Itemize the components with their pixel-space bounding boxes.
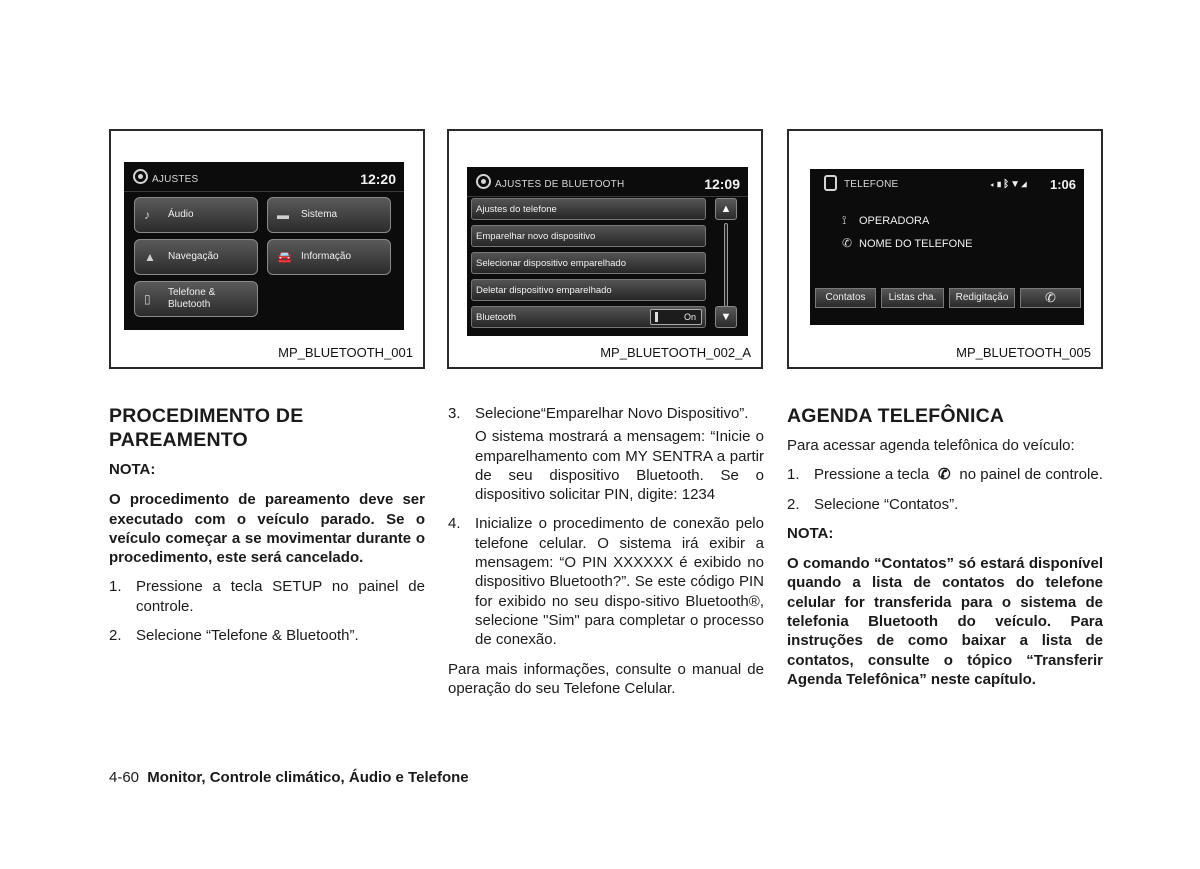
page-footer: [109, 769, 469, 786]
figure-caption: MP_BLUETOOTH_002_A: [600, 345, 751, 360]
list-item: [109, 626, 425, 645]
softkey-label: Redigitação: [955, 292, 1009, 303]
menu-row-ajustes-telefone[interactable]: [471, 198, 706, 220]
menu-row-selecionar[interactable]: [471, 252, 706, 274]
handset-icon: ✆: [842, 236, 853, 250]
note-text: O procedimento de pareamento deve ser executado com o veículo parado. Se o veículo começar a se movimentar durante o procedimento, este será cancelado.: [109, 491, 425, 567]
gear-icon: [476, 174, 491, 189]
row-label: Deletar dispositivo emparelhado: [476, 285, 612, 296]
screen-header: [124, 162, 404, 192]
toggle-indicator: [655, 312, 658, 322]
menu-row-bluetooth[interactable]: [471, 306, 706, 328]
signal-status-icon: ◂▮ᛒ▼◢: [989, 179, 1028, 190]
contatos-button[interactable]: [815, 288, 876, 308]
antenna-icon: ⟟: [842, 213, 847, 227]
paragraph: Para mais informações, consulte o manual de operação do seu Telefone Celular.: [448, 660, 764, 697]
handset-icon: ✆: [1045, 290, 1056, 305]
screen-title: AJUSTES: [152, 174, 199, 185]
section-heading: AGENDA TELEFÔNICA: [787, 405, 1005, 427]
ajustes-screen: [124, 162, 404, 330]
listas-chamadas-button[interactable]: [881, 288, 944, 308]
phone-name: NOME DO TELEFONE: [859, 238, 973, 250]
screen-title: AJUSTES DE BLUETOOTH: [495, 179, 625, 190]
navegacao-button[interactable]: [134, 239, 258, 275]
audio-label: Áudio: [168, 209, 194, 220]
softkey-label: Listas cha.: [888, 292, 937, 303]
figure-caption: MP_BLUETOOTH_005: [956, 345, 1091, 360]
item-text: Pressione a tecla SETUP no painel de controle.: [136, 578, 425, 615]
phone-key-icon: ✆: [937, 466, 951, 484]
item-text: [814, 465, 1103, 484]
telefone-bluetooth-label: [168, 287, 215, 311]
heading-line2: PAREAMENTO: [109, 429, 248, 451]
bluetooth-toggle[interactable]: [650, 309, 702, 325]
operator-line: [842, 213, 929, 228]
figure-ajustes-bluetooth: [447, 129, 763, 369]
operator-name: OPERADORA: [859, 215, 930, 227]
item-subtext: O sistema mostrará a mensagem: “Inicie o emparelhamento com MY SENTRA a partir de seu dispositivo Bluetooth. Se o dispositivo solicitar PIN, digite: 1234: [475, 428, 764, 504]
item-number: 3.: [448, 405, 461, 422]
row-label: Bluetooth: [476, 312, 517, 323]
phone-name-line: [842, 236, 972, 250]
informacao-button[interactable]: [267, 239, 391, 275]
clock: 12:09: [704, 176, 740, 192]
clock: 12:20: [360, 171, 396, 187]
list-item: [448, 514, 764, 649]
item-number: 2.: [109, 627, 122, 645]
telefone-label-line2: Bluetooth: [168, 299, 211, 310]
list-item: [448, 404, 764, 423]
sistema-label: Sistema: [301, 209, 338, 220]
telefone-screen: [810, 169, 1084, 325]
item-text: Selecione “Telefone & Bluetooth”.: [136, 627, 359, 645]
item-text: Selecione “Contatos”.: [814, 495, 959, 513]
audio-button[interactable]: [134, 197, 258, 233]
sistema-button[interactable]: [267, 197, 391, 233]
telefone-bluetooth-button[interactable]: [134, 281, 258, 317]
chapter-title: Monitor, Controle climático, Áudio e Telefone: [147, 769, 469, 786]
call-button[interactable]: [1020, 288, 1081, 308]
item-number: 1.: [109, 578, 122, 596]
clock: 1:06: [1049, 177, 1076, 192]
music-note-icon: ♪: [144, 208, 150, 222]
item-number: 4.: [448, 515, 461, 533]
note-text: O comando “Contatos” só estará disponível quando a lista de contatos do telefone celular for transferida para o sistema de telefonia Bluetooth do veículo. Para instruções de como baixar a lista de contatos, consulte o tópico “Transferir Agenda Telefônica” neste capítulo.: [787, 555, 1103, 688]
column-steps: [448, 404, 764, 708]
figure-caption: MP_BLUETOOTH_001: [278, 345, 413, 360]
item-text: Selecione“Emparelhar Novo Dispositivo”.: [475, 405, 749, 422]
redigitacao-button[interactable]: [949, 288, 1015, 308]
paragraph: Para acessar agenda telefônica do veículo:: [787, 437, 1075, 454]
scrollbar[interactable]: [724, 223, 728, 307]
heading-line1: PROCEDIMENTO DE: [109, 405, 304, 427]
scroll-down-button[interactable]: ▼: [715, 306, 737, 328]
section-heading: [109, 404, 425, 452]
scroll-up-button[interactable]: ▲: [715, 198, 737, 220]
note-label: NOTA:: [109, 461, 156, 478]
row-label: Emparelhar novo dispositivo: [476, 231, 596, 242]
toggle-state: On: [683, 312, 696, 322]
informacao-label: Informação: [301, 251, 352, 262]
navegacao-label: Navegação: [168, 251, 219, 262]
figure-ajustes: [109, 129, 425, 369]
gear-icon: [133, 169, 148, 184]
item-text: Inicialize o procedimento de conexão pelo telefone celular. O sistema irá exibir a mensagem: “O PIN XXXXXX é exibido no dispositivo Bluetooth?”. Se este código PIN for exibido no seu dispo-sitivo Bluetooth®, selecione "Sim" para completar o processo de conexão.: [475, 515, 764, 649]
item-number: 2.: [787, 495, 800, 513]
list-item: [787, 465, 1103, 484]
screen-header: [810, 169, 1084, 199]
list-item: [109, 577, 425, 616]
column-pareamento: [109, 404, 425, 655]
list-item: [787, 495, 1103, 514]
item-number: 1.: [787, 466, 800, 484]
item-text-part2: no painel de controle.: [959, 466, 1103, 484]
screen-header: [467, 167, 748, 197]
screen-title: TELEFONE: [844, 179, 899, 190]
row-label: Ajustes do telefone: [476, 204, 557, 215]
column-agenda: [787, 404, 1103, 699]
menu-row-deletar[interactable]: [471, 279, 706, 301]
softkey-label: Contatos: [825, 292, 866, 303]
navigation-arrow-icon: ▲: [144, 250, 156, 264]
system-icon: ▬: [277, 208, 289, 222]
bluetooth-screen: [467, 167, 748, 336]
figure-telefone: [787, 129, 1103, 369]
phone-icon: [824, 175, 837, 191]
telefone-label-line1: Telefone &: [168, 287, 216, 298]
page-number: 4-60: [109, 769, 140, 786]
row-label: Selecionar dispositivo emparelhado: [476, 258, 626, 269]
info-car-icon: 🚘: [277, 250, 292, 264]
phone-icon: ▯: [144, 292, 151, 306]
menu-row-emparelhar[interactable]: [471, 225, 706, 247]
note-label: NOTA:: [787, 524, 834, 542]
item-text-part1: Pressione a tecla: [814, 466, 930, 484]
